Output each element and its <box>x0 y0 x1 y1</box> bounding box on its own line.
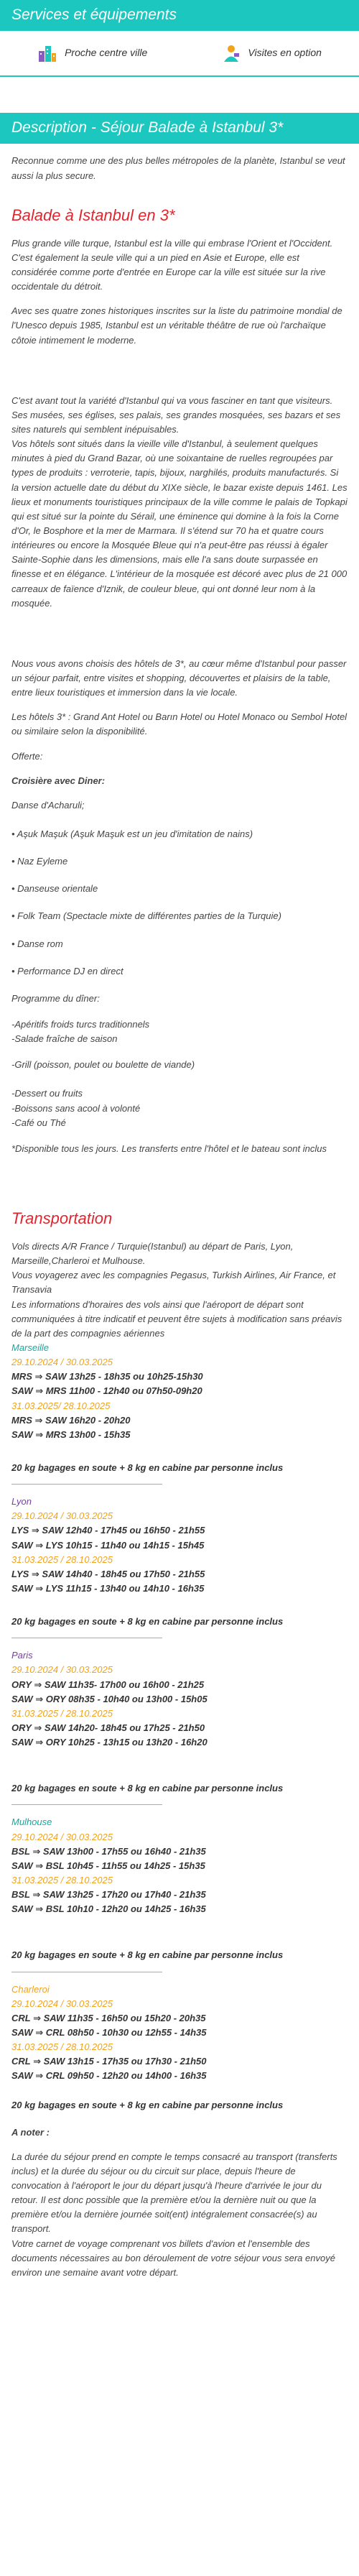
paragraph: Plus grande ville turque, Istanbul est la ville qui embrase l'Orient et l'Occident. C'est également la seule ville qui a un pied en Asie et Europe, elle est considérée comme porte d'entrée en Europe car la ville est située sur la rive occidentale du détroit. <box>11 237 333 292</box>
baggage-info: 20 kg bagages en soute + 8 kg en cabine par personne inclus <box>11 1616 284 1628</box>
programme-block <box>11 1086 348 1130</box>
list-item: • Aşuk Maşuk (Aşuk Maşuk est un jeu d'imitation de nains) <box>11 828 253 839</box>
city-name: Mulhouse <box>11 1816 52 1828</box>
period: 29.10.2024 / 30.03.2025 <box>11 1998 113 2009</box>
programme-line: -Apéritifs froids turcs traditionnels <box>11 1018 150 1030</box>
amenity-city-center <box>37 44 147 63</box>
period: 29.10.2024 / 30.03.2025 <box>11 1664 113 1676</box>
flight-line: SAW ⇒ CRL 09h50 - 12h20 ou 14h00 - 16h35 <box>11 2070 207 2082</box>
city-name: Lyon <box>11 1496 32 1508</box>
programme-line: -Dessert ou fruits <box>11 1088 83 1099</box>
flight-line: ORY ⇒ SAW 11h35- 17h00 ou 16h00 - 21h25 <box>11 1679 205 1690</box>
programme-block <box>11 1017 348 1046</box>
amenity-optional-visits <box>222 44 321 63</box>
baggage-info: 20 kg bagages en soute + 8 kg en cabine par personne inclus <box>11 1462 284 1473</box>
baggage-info: 20 kg bagages en soute + 8 kg en cabine par personne inclus <box>11 1783 284 1794</box>
programme-line: -Grill (poisson, poulet ou boulette de viande) <box>11 1059 195 1071</box>
croisiere-label: Croisière avec Diner: <box>11 775 106 786</box>
note-paragraph: La durée du séjour prend en compte le temps consacré au transport (transferts inclus) et la durée du séjour ou du circuit sur place, depuis l'heure de convocation à l'aéroport le jour du départ jusqu'à l'heure d'arrivée le jour du retour. Il est donc possible que la première et/ou la dernière nuit ou que la première et/ou la dernière journée soit(ent) intégralement consacrée(s) au transport. <box>11 2151 337 2235</box>
list-item: • Danseuse orientale <box>11 883 98 895</box>
transport-title: Transportation <box>11 1209 113 1227</box>
list-item: • Performance DJ en direct <box>11 965 123 977</box>
city-block-charleroi <box>11 1982 348 2113</box>
city-name: Marseille <box>11 1342 50 1354</box>
amenity-label: Visites en option <box>248 47 322 59</box>
paragraph: C'est avant tout la variété d'Istanbul qui va vous fasciner en tant que visiteurs. Ses musées, ses églises, ses palais, ses grandes mosquées, ses bazars et ses sites naturels qui semblent inépuisables. <box>11 394 341 435</box>
flight-line: SAW ⇒ MRS 13h00 - 15h35 <box>11 1428 131 1440</box>
city-block-paris <box>11 1648 348 1805</box>
transport-intro-line: Les informations d'horaires des vols ainsi que l'aéroport de départ sont communiquées à titre indicatif et peuvent être sujets à modification sans préavis de la part des compagnies aériennes <box>11 1298 342 1339</box>
flight-line: SAW ⇒ LYS 11h15 - 13h40 ou 14h10 - 16h35 <box>11 1582 205 1594</box>
flight-line: SAW ⇒ ORY 10h25 - 13h15 ou 13h20 - 16h20 <box>11 1737 208 1748</box>
paragraph: Nous vous avons choisis des hôtels de 3*, au cœur même d'Istanbul pour passer un séjour parfait, entre visites et shopping, découvertes et plaisirs de la table, entre lieux touristiques et immersion dans la vie locale. <box>11 657 347 698</box>
tour-guide-icon <box>222 44 241 63</box>
period: 29.10.2024 / 30.03.2025 <box>11 1831 113 1842</box>
programme-line: -Café ou Thé <box>11 1117 66 1128</box>
section-subtitle: Balade à Istanbul en 3* <box>11 206 175 224</box>
flight-line: LYS ⇒ SAW 14h40 - 18h45 ou 17h50 - 21h55 <box>11 1568 205 1579</box>
paragraph: Les hôtels 3* : Grand Ant Hotel ou Barın Hotel ou Hotel Monaco ou Sembol Hotel ou similaire selon la disponibilité. <box>11 711 348 737</box>
note-title: A noter : <box>11 2126 50 2138</box>
transport-intro-line: Vols directs A/R France / Turquie(Istanbul) au départ de Paris, Lyon, Marseille,Charleroi et Mulhouse. <box>11 1241 294 1267</box>
transport-intro <box>11 1239 348 1341</box>
programme-line: -Salade fraîche de saison <box>11 1033 118 1045</box>
divider <box>11 1804 162 1805</box>
flight-line: SAW ⇒ ORY 08h35 - 10h40 ou 13h00 - 15h05 <box>11 1693 208 1704</box>
paragraph: Avec ses quatre zones historiques inscrites sur la liste du patrimoine mondial de l'Unesco depuis 1985, Istanbul est un véritable théâtre de rue où l'archaïque côtoie intimement le moderne. <box>11 305 342 346</box>
baggage-info: 20 kg bagages en soute + 8 kg en cabine par personne inclus <box>11 2099 284 2110</box>
amenities-row <box>0 31 359 77</box>
description-content <box>0 144 359 2280</box>
city-block-lyon <box>11 1495 348 1638</box>
flight-line: CRL ⇒ SAW 13h15 - 17h35 ou 17h30 - 21h50 <box>11 2056 207 2067</box>
programme-title: Programme du dîner: <box>11 992 100 1004</box>
programme-line: -Boissons sans acool à volonté <box>11 1102 141 1114</box>
list-item: • Naz Eyleme <box>11 856 68 867</box>
flight-line: SAW ⇒ BSL 10h10 - 12h20 ou 14h25 - 16h35 <box>11 1903 206 1915</box>
period: 31.03.2025 / 28.10.2025 <box>11 1554 113 1565</box>
description-header: Description - Séjour Balade à Istanbul 3* <box>0 113 359 144</box>
city-block-mulhouse <box>11 1815 348 1972</box>
danse-label: Danse d'Acharuli; <box>11 799 85 811</box>
amenity-label: Proche centre ville <box>65 47 148 59</box>
flight-line: LYS ⇒ SAW 12h40 - 17h45 ou 16h50 - 21h55 <box>11 1525 205 1536</box>
note-paragraph: Votre carnet de voyage comprenant vos billets d'avion et l'ensemble des documents nécessaires au bon déroulement de votre séjour vous sera envoyé environ une semaine avant votre départ. <box>11 2238 335 2278</box>
city-block-marseille <box>11 1341 348 1485</box>
transport-intro-line: Vous voyagerez avec les compagnies Pegasus, Turkish Airlines, Air France, et Transavia <box>11 1270 336 1296</box>
list-item: • Folk Team (Spectacle mixte de différentes parties de la Turquie) <box>11 910 281 922</box>
flight-line: SAW ⇒ MRS 11h00 - 12h40 ou 07h50-09h20 <box>11 1385 202 1397</box>
period: 31.03.2025 / 28.10.2025 <box>11 2041 113 2053</box>
period: 31.03.2025 / 28.10.2025 <box>11 1707 113 1719</box>
flight-line: SAW ⇒ CRL 08h50 - 10h30 ou 12h55 - 14h35 <box>11 2026 207 2038</box>
intro-text: Reconnue comme une des plus belles métropoles de la planète, Istanbul se veut aussi la plus secure. <box>11 155 345 181</box>
paragraph: Vos hôtels sont situés dans la vieille ville d'Istanbul, à seulement quelques minutes à pied du Grand Bazar, où une soixantaine de ruelles regroupées par types de produits : verroterie, tapis, bijoux, narghilés, produits manufacturés. Si la version actuelle date du début du XIXe siècle, le bazar existe depuis 1461. Les lieux et monuments touristiques principaux de la ville comme le palais de Topkapi qui est situé sur la pointe du Sérail, une éminence qui domine à la fois la Corne d'Or, le Bosphore et la mer de Marmara. Il s'étend sur 70 ha et quatre cours intérieures ou encore la Mosquée Bleue qui n'a peut-être pas réussi à égaler Sainte-Sophie dans les dimensions, mais elle l'a sans doute surpassée en finesse et en élégance. L'intérieur de la mosquée est décoré avec plus de 21 000 carreaux de faïence d'Iznik, de couleur bleue, qui ont donné leur nom à la mosquée. <box>11 438 348 609</box>
period: 29.10.2024 / 30.03.2025 <box>11 1510 113 1522</box>
flight-line: BSL ⇒ SAW 13h00 - 17h55 ou 16h40 - 21h35 <box>11 1845 206 1857</box>
programme-block <box>11 1058 348 1072</box>
period: 31.03.2025 / 28.10.2025 <box>11 1874 113 1885</box>
list-item: • Danse rom <box>11 938 63 949</box>
flight-line: SAW ⇒ LYS 10h15 - 11h40 ou 14h15 - 15h45 <box>11 1539 205 1551</box>
city-name: Paris <box>11 1650 33 1661</box>
flight-line: CRL ⇒ SAW 11h35 - 16h50 ou 15h20 - 20h35 <box>11 2012 206 2023</box>
flight-line: ORY ⇒ SAW 14h20- 18h45 ou 17h25 - 21h50 <box>11 1722 205 1733</box>
disclaimer: *Disponible tous les jours. Les transferts entre l'hôtel et le bateau sont inclus <box>11 1142 327 1154</box>
flight-line: MRS ⇒ SAW 13h25 - 18h35 ou 10h25-15h30 <box>11 1371 203 1382</box>
flight-line: SAW ⇒ BSL 10h45 - 11h55 ou 14h25 - 15h35 <box>11 1860 205 1871</box>
flight-line: MRS ⇒ SAW 16h20 - 20h20 <box>11 1414 131 1426</box>
baggage-info: 20 kg bagages en soute + 8 kg en cabine par personne inclus <box>11 1949 284 1961</box>
services-header: Services et équipements <box>0 0 359 31</box>
city-name: Charleroi <box>11 1983 50 1995</box>
city-buildings-icon <box>37 44 57 63</box>
flight-line: BSL ⇒ SAW 13h25 - 17h20 ou 17h40 - 21h35 <box>11 1889 206 1901</box>
offerte-label: Offerte: <box>11 750 43 762</box>
period: 31.03.2025/ 28.10.2025 <box>11 1400 111 1411</box>
period: 29.10.2024 / 30.03.2025 <box>11 1357 113 1368</box>
divider <box>11 1484 162 1485</box>
